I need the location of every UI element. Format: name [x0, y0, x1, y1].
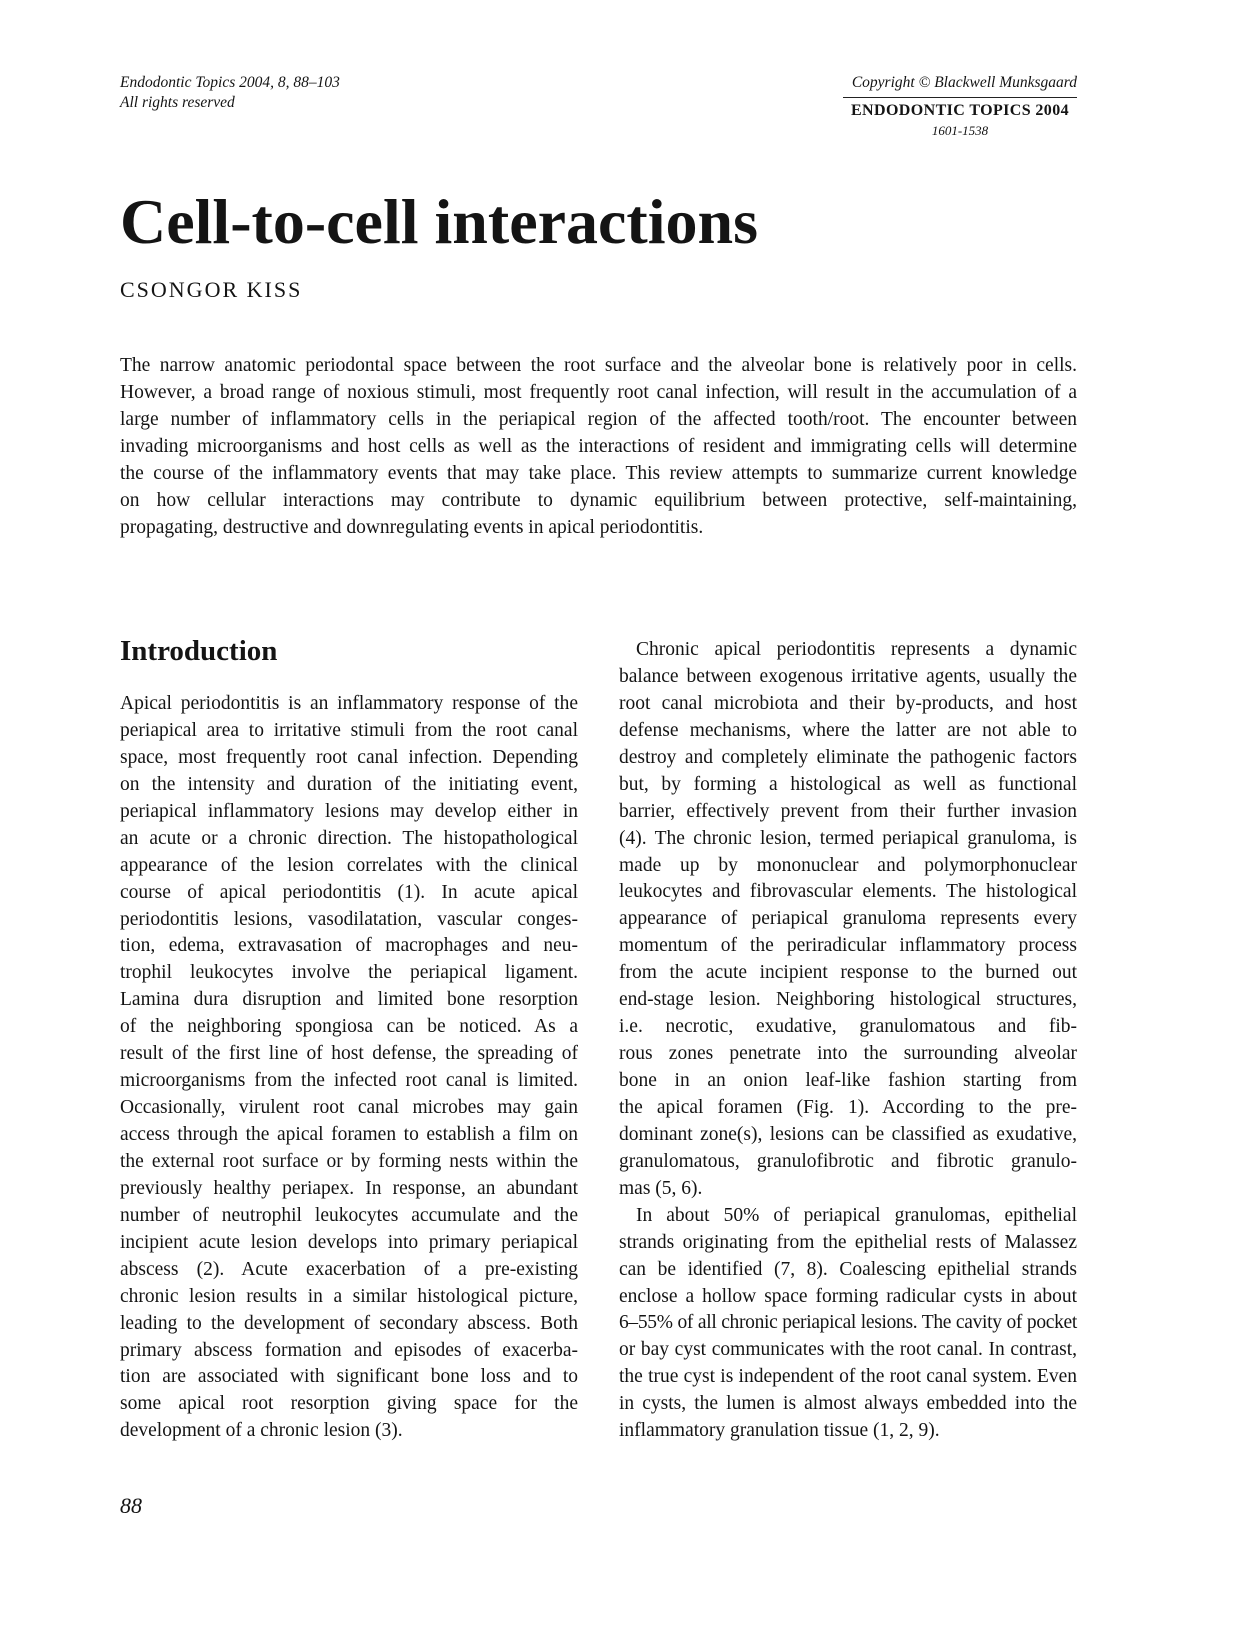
journal-name: ENDODONTIC TOPICS 2004 — [850, 102, 1070, 119]
text-line: rous zones penetrate into the surrounding alveolar — [619, 1043, 1077, 1065]
text-line: granulomatous, granulofibrotic and fibrotic granulo- — [619, 1150, 1077, 1172]
journal-citation — [120, 73, 340, 113]
text-line: Chronic apical periodontitis represents a dynamic — [636, 639, 1077, 660]
text-line: space, most frequently root canal infection. Depending — [120, 746, 578, 768]
text-line: periapical area to irritative stimuli from the root canal — [120, 719, 578, 741]
header-rule — [843, 97, 1077, 98]
text-line: microorganisms from the infected root canal is limited. — [120, 1070, 578, 1092]
copyright-notice: Copyright © Blackwell Munksgaard — [851, 74, 1077, 91]
issn: 1601-1538 — [931, 123, 989, 138]
text-line: Apical periodontitis is an inflammatory response of the — [120, 693, 578, 714]
text-line: bone in an onion leaf-like fashion starting from — [619, 1070, 1077, 1091]
text-line: development of a chronic lesion (3). — [120, 1420, 403, 1442]
text-line: number of neutrophil leukocytes accumulate and the — [120, 1204, 578, 1226]
text-line: enclose a hollow space forming radicular cysts in about — [619, 1285, 1077, 1307]
text-line: the apical foramen (Fig. 1). According to the pre- — [619, 1096, 1077, 1118]
text-line: 6–55% of all chronic periapical lesions. The cavity of pocket — [619, 1312, 1077, 1334]
abstract — [120, 353, 1077, 542]
left-column — [120, 691, 578, 1445]
section-heading-introduction: Introduction — [120, 635, 278, 667]
text-line: (4). The chronic lesion, termed periapical granuloma, is — [619, 827, 1077, 849]
text-line: some apical root resorption giving space for the — [120, 1393, 578, 1415]
abstract-line: the course of the inflammatory events that may take place. This review attempts to summarize current knowledge — [120, 462, 1077, 484]
text-line: or bay cyst communicates with the root canal. In contrast, — [619, 1339, 1077, 1361]
text-line: periodontitis lesions, vasodilatation, vascular conges- — [120, 908, 578, 930]
text-line: barrier, effectively prevent from their further invasion — [619, 800, 1077, 822]
text-line: Lamina dura disruption and limited bone resorption — [120, 989, 578, 1011]
author-name: CSONGOR KISS — [120, 277, 303, 302]
text-line: chronic lesion results in a similar histological picture, — [120, 1285, 578, 1307]
text-line: access through the apical foramen to establish a film on — [120, 1124, 578, 1145]
text-line: appearance of the lesion correlates with the clinical — [120, 854, 578, 876]
text-line: momentum of the periradicular inflammatory process — [619, 935, 1077, 957]
article-title: Cell-to-cell interactions — [120, 186, 758, 257]
abstract-line: The narrow anatomic periodontal space between the root surface and the alveolar bone is relatively poor in cells. — [120, 355, 1077, 376]
abstract-line: large number of inflammatory cells in the periapical region of the affected tooth/root. The encounter between — [120, 408, 1077, 430]
text-line: appearance of periapical granuloma represents every — [619, 908, 1077, 930]
text-line: can be identified (7, 8). Coalescing epithelial strands — [619, 1258, 1077, 1280]
text-line: root canal microbiota and their by-products, and host — [619, 692, 1077, 714]
abstract-line: on how cellular interactions may contribute to dynamic equilibrium between protective, self-maintaining, — [120, 489, 1077, 511]
text-line: from the acute incipient response to the burned out — [619, 962, 1077, 984]
text-line: result of the first line of host defense, the spreading of — [120, 1043, 578, 1065]
abstract-line: propagating, destructive and downregulating events in apical periodontitis. — [120, 516, 704, 538]
page-number: 88 — [120, 1493, 142, 1518]
text-line: of the neighboring spongiosa can be noticed. As a — [120, 1016, 578, 1038]
text-line: defense mechanisms, where the latter are not able to — [619, 719, 1077, 741]
text-line: inflammatory granulation tissue (1, 2, 9). — [619, 1420, 940, 1442]
abstract-line: However, a broad range of noxious stimuli, most frequently root canal infection, will result in the accumulation of a — [120, 381, 1077, 403]
right-column — [619, 637, 1077, 1445]
text-line: on the intensity and duration of the initiating event, — [120, 773, 578, 795]
text-line: strands originating from the epithelial rests of Malassez — [619, 1231, 1077, 1253]
text-line: primary abscess formation and episodes of exacerba- — [120, 1339, 578, 1361]
journal-citation-line: Endodontic Topics 2004, 8, 88–103 — [120, 74, 340, 91]
text-line: leading to the development of secondary abscess. Both — [120, 1312, 578, 1334]
text-line: dominant zone(s), lesions can be classified as exudative, — [619, 1123, 1077, 1145]
text-line: destroy and completely eliminate the pathogenic factors — [619, 746, 1077, 768]
text-line: trophil leukocytes involve the periapical ligament. — [120, 962, 578, 984]
text-line: an acute or a chronic direction. The histopathological — [120, 827, 578, 849]
text-line: leukocytes and fibrovascular elements. The histological — [619, 881, 1077, 903]
text-line: incipient acute lesion develops into primary periapical — [120, 1231, 578, 1253]
abstract-line: invading microorganisms and host cells as well as the interactions of resident and immigrating cells will determine — [120, 435, 1077, 457]
text-line: previously healthy periapex. In response, an abundant — [120, 1177, 578, 1199]
text-line: In about 50% of periapical granulomas, epithelial — [636, 1204, 1077, 1226]
paragraph — [120, 691, 578, 1445]
text-line: course of apical periodontitis (1). In acute apical — [120, 881, 578, 903]
paragraph — [619, 1203, 1077, 1445]
text-line: abscess (2). Acute exacerbation of a pre-existing — [120, 1258, 578, 1280]
text-line: tion, edema, extravasation of macrophages and neu- — [120, 935, 578, 957]
paragraph — [619, 637, 1077, 1203]
text-line: i.e. necrotic, exudative, granulomatous and fib- — [619, 1016, 1077, 1038]
text-line: balance between exogenous irritative agents, usually the — [619, 665, 1077, 687]
text-line: end-stage lesion. Neighboring histological structures, — [619, 989, 1077, 1011]
text-line: periapical inflammatory lesions may develop either in — [120, 800, 578, 822]
text-line: tion are associated with significant bone loss and to — [120, 1366, 578, 1388]
text-line: the true cyst is independent of the root canal system. Even — [619, 1366, 1077, 1388]
text-line: the external root surface or by forming nests within the — [120, 1150, 578, 1172]
text-line: in cysts, the lumen is almost always embedded into the — [619, 1393, 1077, 1415]
text-line: but, by forming a histological as well as functional — [619, 773, 1077, 795]
text-line: mas (5, 6). — [619, 1177, 703, 1199]
text-line: Occasionally, virulent root canal microbes may gain — [120, 1097, 578, 1119]
rights-notice: All rights reserved — [120, 94, 235, 111]
text-line: made up by mononuclear and polymorphonuclear — [619, 854, 1077, 876]
